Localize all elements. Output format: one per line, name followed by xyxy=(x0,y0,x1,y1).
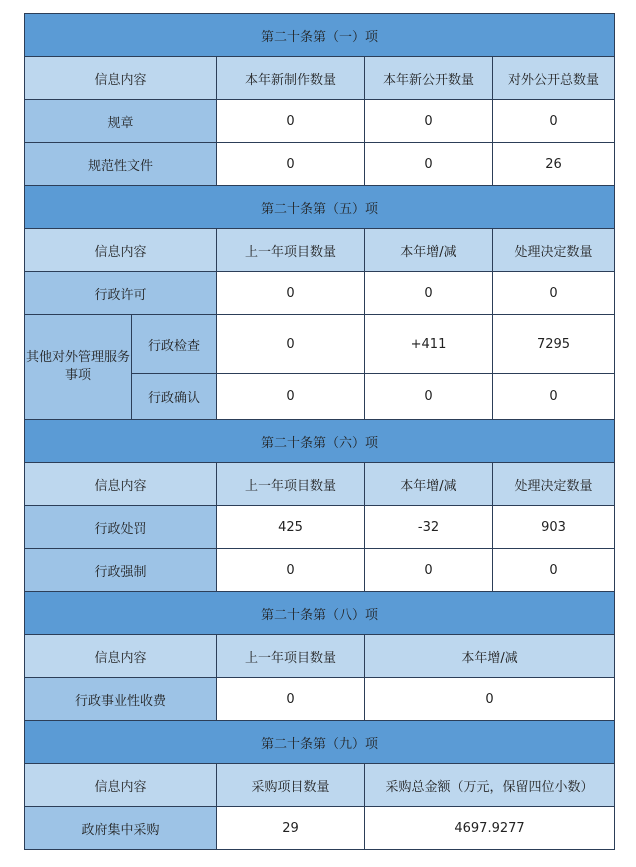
row-label: 规范性文件 xyxy=(25,143,217,186)
value-cell: 26 xyxy=(493,143,615,186)
value-cell: -32 xyxy=(365,506,493,549)
header-cell: 采购项目数量 xyxy=(217,764,365,807)
header-cell: 本年增/减 xyxy=(365,635,615,678)
value-cell: 7295 xyxy=(493,315,615,374)
value-cell: 0 xyxy=(493,374,615,420)
value-cell: 0 xyxy=(217,678,365,721)
row-label: 规章 xyxy=(25,100,217,143)
row-label: 政府集中采购 xyxy=(25,807,217,850)
value-cell: 0 xyxy=(217,315,365,374)
value-cell: 29 xyxy=(217,807,365,850)
row-label: 行政强制 xyxy=(25,549,217,592)
row-label: 行政检查 xyxy=(132,315,217,374)
table-row xyxy=(25,549,615,592)
section-title-9: 第二十条第（九）项 xyxy=(25,721,615,764)
row-label: 行政确认 xyxy=(132,374,217,420)
value-cell: +411 xyxy=(365,315,493,374)
value-cell: 0 xyxy=(365,100,493,143)
value-cell: 0 xyxy=(493,549,615,592)
header-cell: 采购总金额（万元，保留四位小数） xyxy=(365,764,615,807)
row-label: 行政处罚 xyxy=(25,506,217,549)
header-cell: 上一年项目数量 xyxy=(217,635,365,678)
value-cell: 0 xyxy=(365,549,493,592)
table-row xyxy=(25,807,615,850)
header-cell: 本年增/减 xyxy=(365,229,493,272)
header-cell: 本年新制作数量 xyxy=(217,57,365,100)
header-cell: 上一年项目数量 xyxy=(217,463,365,506)
value-cell: 0 xyxy=(365,143,493,186)
header-cell: 信息内容 xyxy=(25,764,217,807)
value-cell: 425 xyxy=(217,506,365,549)
value-cell: 0 xyxy=(217,100,365,143)
row-group-label: 其他对外管理服务事项 xyxy=(25,315,132,420)
value-cell: 0 xyxy=(217,272,365,315)
info-disclosure-table xyxy=(24,13,615,850)
value-cell: 0 xyxy=(493,100,615,143)
header-cell: 本年增/减 xyxy=(365,463,493,506)
value-cell: 0 xyxy=(365,678,615,721)
header-cell: 信息内容 xyxy=(25,57,217,100)
header-cell: 处理决定数量 xyxy=(493,463,615,506)
header-cell: 处理决定数量 xyxy=(493,229,615,272)
table-row xyxy=(25,143,615,186)
table-row xyxy=(25,506,615,549)
section-title-8: 第二十条第（八）项 xyxy=(25,592,615,635)
value-cell: 0 xyxy=(217,374,365,420)
table-row xyxy=(25,678,615,721)
table-row xyxy=(25,272,615,315)
section-title-1: 第二十条第（一）项 xyxy=(25,14,615,57)
row-label: 行政许可 xyxy=(25,272,217,315)
section-title-6: 第二十条第（六）项 xyxy=(25,420,615,463)
header-cell: 信息内容 xyxy=(25,229,217,272)
value-cell: 0 xyxy=(217,143,365,186)
header-cell: 本年新公开数量 xyxy=(365,57,493,100)
row-label: 行政事业性收费 xyxy=(25,678,217,721)
header-cell: 对外公开总数量 xyxy=(493,57,615,100)
value-cell: 4697.9277 xyxy=(365,807,615,850)
header-cell: 上一年项目数量 xyxy=(217,229,365,272)
section-title-5: 第二十条第（五）项 xyxy=(25,186,615,229)
table-row xyxy=(25,315,615,374)
value-cell: 0 xyxy=(365,272,493,315)
value-cell: 0 xyxy=(493,272,615,315)
header-cell: 信息内容 xyxy=(25,635,217,678)
table-row xyxy=(25,100,615,143)
header-cell: 信息内容 xyxy=(25,463,217,506)
value-cell: 903 xyxy=(493,506,615,549)
value-cell: 0 xyxy=(217,549,365,592)
value-cell: 0 xyxy=(365,374,493,420)
